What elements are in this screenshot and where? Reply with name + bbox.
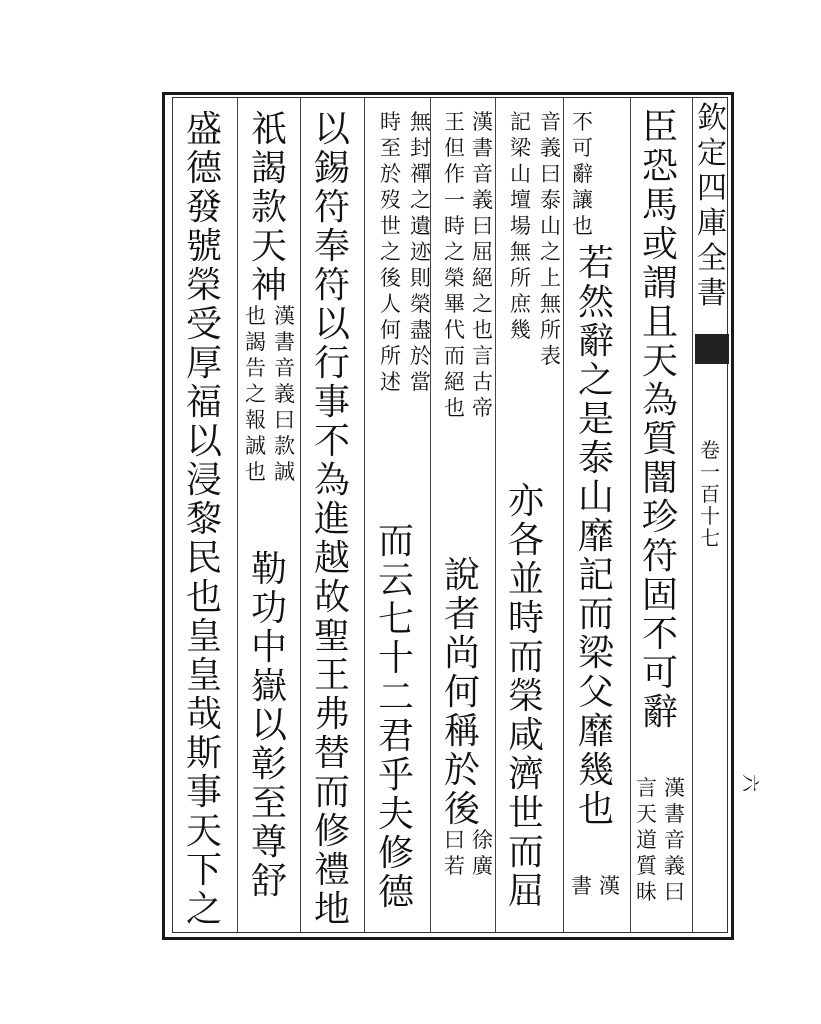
glyph: 功 bbox=[251, 588, 288, 629]
glyph: 斯 bbox=[186, 733, 223, 774]
glyph: 述 bbox=[380, 370, 401, 394]
glyph: 乎 bbox=[378, 755, 415, 796]
text-column-3-note-right bbox=[540, 112, 561, 372]
glyph: 而 bbox=[508, 637, 545, 678]
glyph: 若 bbox=[578, 243, 615, 284]
glyph: 但 bbox=[444, 136, 465, 160]
glyph: 哉 bbox=[186, 694, 223, 735]
glyph: 禮 bbox=[314, 850, 351, 891]
glyph: 幾 bbox=[578, 750, 615, 791]
glyph: 云 bbox=[378, 560, 415, 601]
glyph: 德 bbox=[186, 148, 223, 189]
glyph: 符 bbox=[314, 265, 351, 306]
glyph: 當 bbox=[410, 370, 431, 394]
volume-label bbox=[700, 440, 720, 550]
glyph: 曰 bbox=[472, 214, 493, 238]
glyph: 王 bbox=[314, 655, 351, 696]
glyph: 報 bbox=[245, 408, 266, 432]
glyph: 無 bbox=[410, 110, 431, 134]
glyph: 昧 bbox=[636, 880, 657, 904]
glyph: 徐 bbox=[472, 828, 493, 852]
glyph: 亦 bbox=[508, 481, 545, 522]
glyph: 無 bbox=[540, 292, 561, 316]
glyph: 尚 bbox=[444, 633, 481, 674]
glyph: 書 bbox=[274, 330, 295, 354]
column-rule bbox=[364, 98, 365, 932]
glyph: 讓 bbox=[572, 188, 593, 212]
glyph: 厚 bbox=[186, 343, 223, 384]
text-column-7-note-left bbox=[245, 306, 266, 488]
glyph: 音 bbox=[540, 110, 561, 134]
glyph: 為 bbox=[642, 380, 679, 421]
text-column-7-note-right bbox=[274, 306, 295, 488]
glyph: 故 bbox=[314, 577, 351, 618]
glyph: 號 bbox=[186, 226, 223, 267]
glyph: 泰 bbox=[540, 188, 561, 212]
glyph: 書 bbox=[697, 276, 727, 311]
glyph: 之 bbox=[444, 240, 465, 264]
glyph: 所 bbox=[380, 344, 401, 368]
glyph: 謂 bbox=[642, 263, 679, 304]
glyph: 迹 bbox=[410, 240, 431, 264]
glyph: 嶽 bbox=[251, 666, 288, 707]
glyph: 不 bbox=[642, 614, 679, 655]
glyph: 壇 bbox=[510, 188, 531, 212]
glyph: 上 bbox=[540, 266, 561, 290]
glyph: 舒 bbox=[251, 861, 288, 902]
glyph: 珍 bbox=[642, 497, 679, 538]
glyph: 且 bbox=[642, 302, 679, 343]
glyph: 何 bbox=[380, 318, 401, 342]
glyph: 帝 bbox=[472, 396, 493, 420]
glyph: 十 bbox=[378, 638, 415, 679]
glyph: 山 bbox=[578, 477, 615, 518]
glyph: 之 bbox=[578, 360, 615, 401]
glyph: 符 bbox=[642, 536, 679, 577]
column-rule bbox=[563, 98, 564, 932]
glyph: 屈 bbox=[472, 240, 493, 264]
glyph: 皇 bbox=[186, 616, 223, 657]
glyph: 以 bbox=[314, 304, 351, 345]
glyph: 君 bbox=[378, 716, 415, 757]
glyph: 天 bbox=[186, 811, 223, 852]
glyph: 道 bbox=[636, 828, 657, 852]
glyph: 所 bbox=[540, 318, 561, 342]
text-column-2-note-b-right bbox=[599, 876, 620, 902]
text-column-3-note-b-right bbox=[472, 830, 493, 882]
glyph: 曰 bbox=[444, 828, 465, 852]
glyph: 民 bbox=[186, 538, 223, 579]
glyph: 以 bbox=[251, 705, 288, 746]
text-column-6-main bbox=[314, 109, 351, 931]
text-column-1-main bbox=[642, 107, 679, 734]
text-column-7-main-a bbox=[251, 109, 288, 307]
glyph: 弗 bbox=[314, 694, 351, 735]
glyph: 以 bbox=[186, 421, 223, 462]
glyph: 至 bbox=[251, 783, 288, 824]
glyph: 榮 bbox=[444, 266, 465, 290]
column-rule bbox=[495, 98, 496, 932]
glyph: 各 bbox=[508, 520, 545, 561]
glyph: 祇 bbox=[251, 109, 288, 150]
glyph: 福 bbox=[186, 382, 223, 423]
glyph: 而 bbox=[378, 521, 415, 562]
glyph: 書 bbox=[664, 802, 685, 826]
glyph: 奉 bbox=[314, 226, 351, 267]
glyph: 天 bbox=[251, 226, 288, 267]
glyph: 榮 bbox=[508, 676, 545, 717]
fish-tail-mark bbox=[695, 334, 729, 364]
text-column-3-main bbox=[508, 481, 545, 913]
text-column-1-note-left bbox=[636, 778, 657, 908]
glyph: 之 bbox=[186, 889, 223, 930]
glyph: 款 bbox=[274, 434, 295, 458]
glyph: 質 bbox=[642, 419, 679, 460]
glyph: 恐 bbox=[642, 146, 679, 187]
glyph: 款 bbox=[251, 187, 288, 228]
glyph: 書 bbox=[472, 136, 493, 160]
glyph: 符 bbox=[314, 187, 351, 228]
glyph: 濟 bbox=[508, 754, 545, 795]
glyph: 修 bbox=[314, 811, 351, 852]
glyph: 屈 bbox=[508, 871, 545, 912]
glyph: 誠 bbox=[245, 434, 266, 458]
glyph: 盛 bbox=[186, 109, 223, 150]
glyph: 義 bbox=[274, 382, 295, 406]
glyph: 百 bbox=[700, 482, 720, 506]
glyph: 之 bbox=[472, 292, 493, 316]
text-column-1-note-right bbox=[664, 778, 685, 908]
glyph: 音 bbox=[664, 828, 685, 852]
glyph: 彰 bbox=[251, 744, 288, 785]
glyph: 之 bbox=[410, 188, 431, 212]
glyph: 也 bbox=[245, 460, 266, 484]
glyph: 曰 bbox=[664, 880, 685, 904]
glyph: 是 bbox=[578, 399, 615, 440]
glyph: 七 bbox=[700, 526, 720, 550]
glyph: 進 bbox=[314, 499, 351, 540]
text-column-8-main bbox=[186, 109, 223, 931]
glyph: 以 bbox=[314, 109, 351, 150]
glyph: 皇 bbox=[186, 655, 223, 696]
text-column-5-main bbox=[378, 521, 415, 914]
glyph: 作 bbox=[444, 162, 465, 186]
glyph: 歿 bbox=[380, 188, 401, 212]
glyph: 古 bbox=[472, 370, 493, 394]
glyph: 或 bbox=[642, 224, 679, 265]
text-column-5-note-left bbox=[380, 112, 401, 398]
glyph: 也 bbox=[578, 789, 615, 830]
glyph: 辭 bbox=[578, 321, 615, 362]
glyph: 辭 bbox=[642, 692, 679, 733]
glyph: 天 bbox=[636, 802, 657, 826]
glyph: 尊 bbox=[251, 822, 288, 863]
glyph: 時 bbox=[508, 598, 545, 639]
glyph: 而 bbox=[314, 772, 351, 813]
glyph: 山 bbox=[510, 162, 531, 186]
glyph: 勒 bbox=[251, 549, 288, 590]
glyph: 二 bbox=[378, 677, 415, 718]
glyph: 七 bbox=[378, 599, 415, 640]
glyph: 庫 bbox=[697, 206, 727, 241]
glyph: 父 bbox=[578, 672, 615, 713]
glyph: 十 bbox=[700, 504, 720, 528]
glyph: 天 bbox=[642, 341, 679, 382]
glyph: 全 bbox=[697, 241, 727, 276]
glyph: 書 bbox=[571, 874, 592, 898]
glyph: 絕 bbox=[472, 266, 493, 290]
glyph: 梁 bbox=[510, 136, 531, 160]
glyph: 世 bbox=[508, 793, 545, 834]
glyph: 後 bbox=[444, 789, 481, 830]
glyph: 漢 bbox=[599, 874, 620, 898]
glyph: 修 bbox=[378, 833, 415, 874]
text-column-4-main bbox=[444, 555, 481, 831]
glyph: 所 bbox=[510, 266, 531, 290]
glyph: 誠 bbox=[274, 460, 295, 484]
glyph: 音 bbox=[472, 162, 493, 186]
glyph: 代 bbox=[444, 318, 465, 342]
glyph: 盡 bbox=[410, 318, 431, 342]
glyph: 神 bbox=[251, 265, 288, 306]
glyph: 辭 bbox=[572, 162, 593, 186]
glyph: 發 bbox=[186, 187, 223, 228]
glyph: 一 bbox=[700, 460, 720, 484]
glyph: 黎 bbox=[186, 499, 223, 540]
glyph: 稱 bbox=[444, 711, 481, 752]
glyph: 謁 bbox=[245, 330, 266, 354]
glyph: 為 bbox=[314, 460, 351, 501]
text-column-2-note-b-left bbox=[571, 876, 592, 902]
glyph: 說 bbox=[444, 555, 481, 596]
glyph: 梁 bbox=[578, 633, 615, 674]
glyph: 也 bbox=[245, 304, 266, 328]
glyph: 告 bbox=[245, 356, 266, 380]
glyph: 事 bbox=[186, 772, 223, 813]
glyph: 漢 bbox=[664, 776, 685, 800]
glyph: 質 bbox=[636, 854, 657, 878]
glyph: 而 bbox=[508, 832, 545, 873]
glyph: 世 bbox=[380, 214, 401, 238]
glyph: 下 bbox=[186, 850, 223, 891]
glyph: 靡 bbox=[578, 516, 615, 557]
glyph: 也 bbox=[186, 577, 223, 618]
glyph: 時 bbox=[444, 214, 465, 238]
glyph: 事 bbox=[314, 382, 351, 423]
glyph: 欽 bbox=[697, 101, 727, 136]
glyph: 義 bbox=[540, 136, 561, 160]
page-number: 六 bbox=[739, 774, 760, 792]
glyph: 絕 bbox=[444, 370, 465, 394]
glyph: 之 bbox=[245, 382, 266, 406]
glyph: 於 bbox=[380, 162, 401, 186]
text-column-7-main-b bbox=[251, 549, 288, 903]
glyph: 至 bbox=[380, 136, 401, 160]
text-column-5-note-right bbox=[410, 112, 431, 398]
glyph: 固 bbox=[642, 575, 679, 616]
glyph: 然 bbox=[578, 282, 615, 323]
glyph: 山 bbox=[540, 214, 561, 238]
glyph: 於 bbox=[444, 750, 481, 791]
glyph: 地 bbox=[314, 889, 351, 930]
glyph: 言 bbox=[472, 344, 493, 368]
glyph: 卷 bbox=[700, 438, 720, 462]
glyph: 受 bbox=[186, 304, 223, 345]
glyph: 德 bbox=[378, 872, 415, 913]
glyph: 也 bbox=[444, 396, 465, 420]
glyph: 幾 bbox=[510, 318, 531, 342]
glyph: 表 bbox=[540, 344, 561, 368]
glyph: 夫 bbox=[378, 794, 415, 835]
glyph: 音 bbox=[274, 356, 295, 380]
glyph: 何 bbox=[444, 672, 481, 713]
glyph: 若 bbox=[444, 854, 465, 878]
glyph: 時 bbox=[380, 110, 401, 134]
glyph: 替 bbox=[314, 733, 351, 774]
glyph: 闇 bbox=[642, 458, 679, 499]
glyph: 漢 bbox=[274, 304, 295, 328]
glyph: 浸 bbox=[186, 460, 223, 501]
glyph: 錫 bbox=[314, 148, 351, 189]
glyph: 於 bbox=[410, 344, 431, 368]
glyph: 也 bbox=[472, 318, 493, 342]
glyph: 言 bbox=[636, 776, 657, 800]
glyph: 定 bbox=[697, 136, 727, 171]
glyph: 四 bbox=[697, 171, 727, 206]
text-column-4-note-left bbox=[444, 112, 465, 424]
glyph: 臣 bbox=[642, 107, 679, 148]
glyph: 後 bbox=[380, 266, 401, 290]
glyph: 禪 bbox=[410, 162, 431, 186]
glyph: 則 bbox=[410, 266, 431, 290]
glyph: 庶 bbox=[510, 292, 531, 316]
glyph: 漢 bbox=[472, 110, 493, 134]
glyph: 之 bbox=[540, 240, 561, 264]
glyph: 義 bbox=[472, 188, 493, 212]
text-column-2-main bbox=[578, 243, 615, 831]
glyph: 記 bbox=[510, 110, 531, 134]
column-rule bbox=[237, 98, 238, 932]
glyph: 而 bbox=[578, 594, 615, 635]
glyph: 無 bbox=[510, 240, 531, 264]
glyph: 也 bbox=[572, 214, 593, 238]
glyph: 場 bbox=[510, 214, 531, 238]
glyph: 可 bbox=[642, 653, 679, 694]
text-column-3-note-left bbox=[510, 112, 531, 346]
text-column-2-note-a bbox=[572, 112, 593, 242]
text-column-3-note-b-left bbox=[444, 830, 465, 882]
glyph: 而 bbox=[444, 344, 465, 368]
glyph: 義 bbox=[664, 854, 685, 878]
glyph: 行 bbox=[314, 343, 351, 384]
column-rule bbox=[300, 98, 301, 932]
column-rule bbox=[692, 98, 693, 932]
glyph: 遺 bbox=[410, 214, 431, 238]
glyph: 曰 bbox=[274, 408, 295, 432]
glyph: 越 bbox=[314, 538, 351, 579]
text-column-4-note-right bbox=[472, 112, 493, 424]
glyph: 者 bbox=[444, 594, 481, 635]
glyph: 馬 bbox=[642, 185, 679, 226]
glyph: 榮 bbox=[186, 265, 223, 306]
glyph: 一 bbox=[444, 188, 465, 212]
glyph: 不 bbox=[314, 421, 351, 462]
glyph: 畢 bbox=[444, 292, 465, 316]
glyph: 靡 bbox=[578, 711, 615, 752]
glyph: 不 bbox=[572, 110, 593, 134]
glyph: 王 bbox=[444, 110, 465, 134]
collection-title bbox=[697, 101, 727, 314]
glyph: 咸 bbox=[508, 715, 545, 756]
glyph: 記 bbox=[578, 555, 615, 596]
glyph: 中 bbox=[251, 627, 288, 668]
glyph: 曰 bbox=[540, 162, 561, 186]
glyph: 聖 bbox=[314, 616, 351, 657]
glyph: 人 bbox=[380, 292, 401, 316]
glyph: 可 bbox=[572, 136, 593, 160]
glyph: 之 bbox=[380, 240, 401, 264]
glyph: 榮 bbox=[410, 292, 431, 316]
glyph: 封 bbox=[410, 136, 431, 160]
glyph: 廣 bbox=[472, 854, 493, 878]
column-rule bbox=[630, 98, 631, 932]
glyph: 泰 bbox=[578, 438, 615, 479]
glyph: 謁 bbox=[251, 148, 288, 189]
glyph: 並 bbox=[508, 559, 545, 600]
